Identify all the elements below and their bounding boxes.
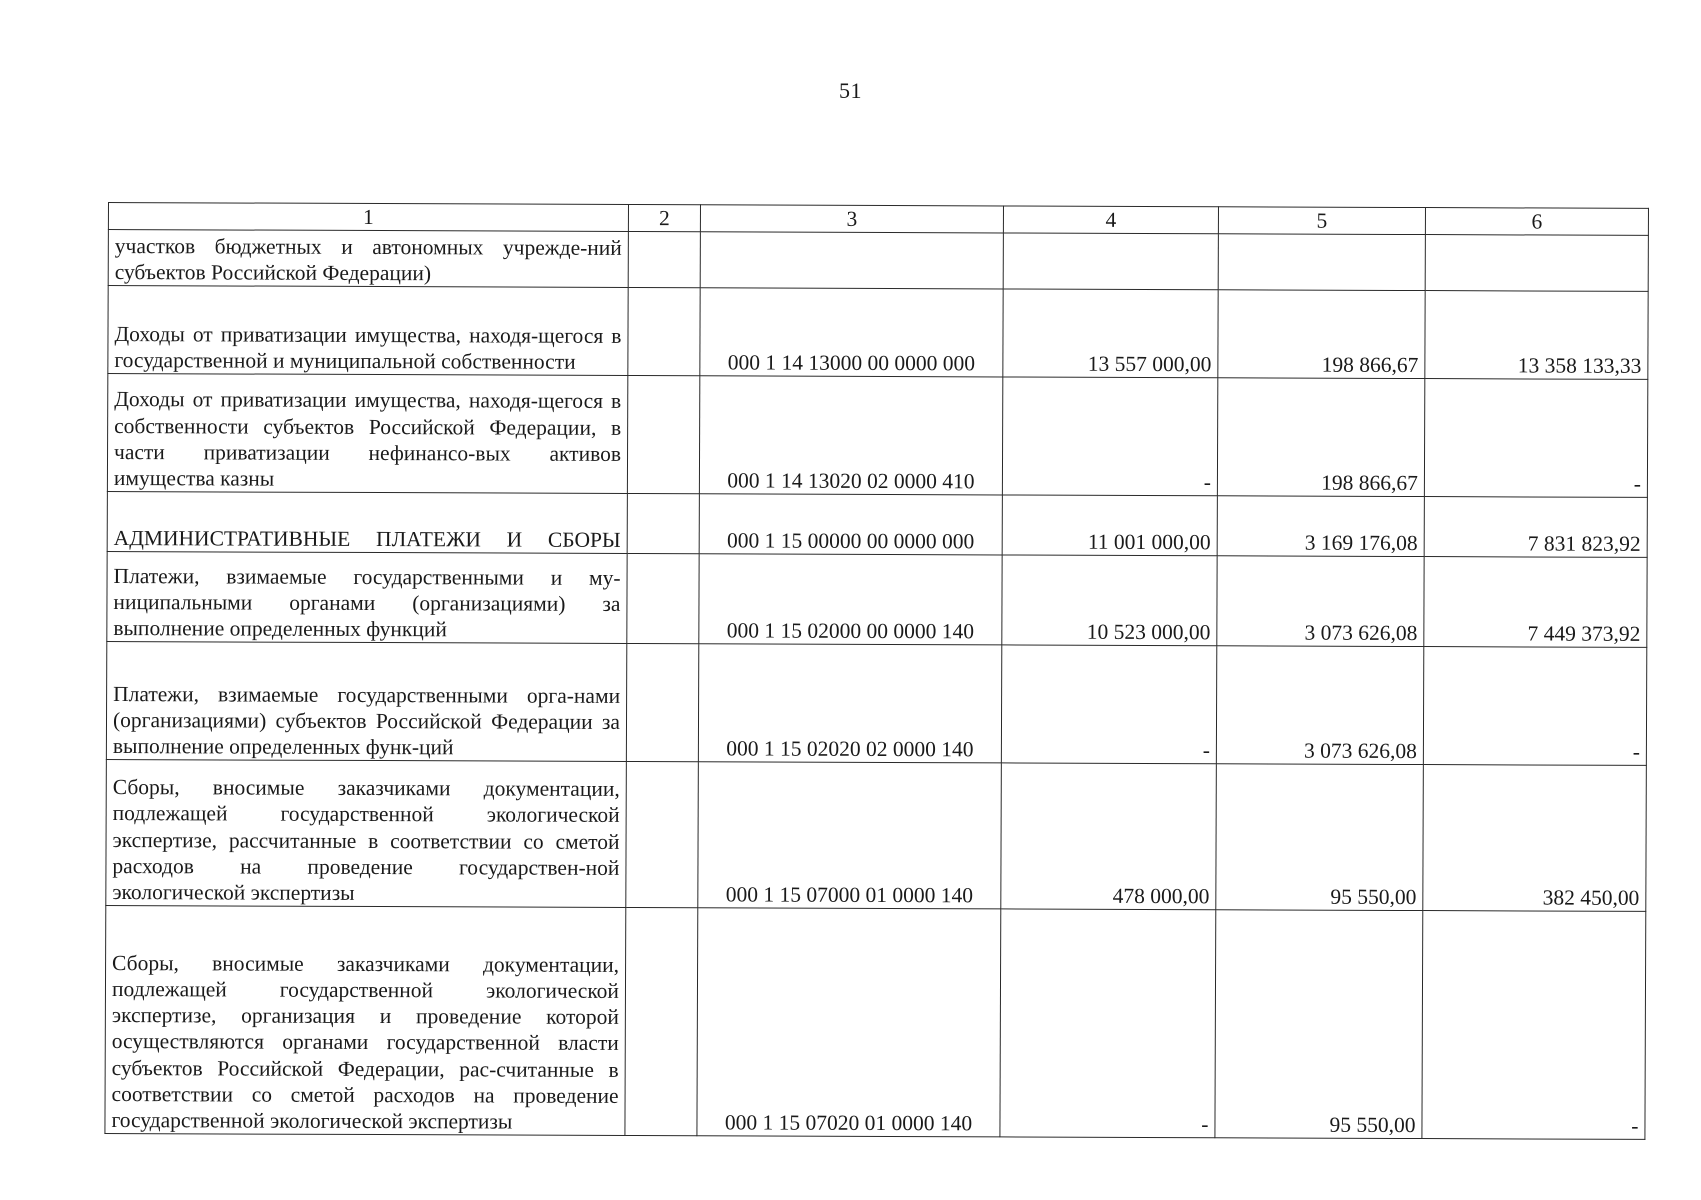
column-6-value: - xyxy=(1424,379,1647,498)
column-5-value: 95 550,00 xyxy=(1215,910,1423,1139)
column-6-value: - xyxy=(1422,911,1646,1140)
table-row xyxy=(107,552,1647,648)
column-2-cell xyxy=(628,288,700,376)
budget-code-cell: 000 1 15 07020 01 0000 140 xyxy=(697,908,1001,1137)
revenue-name-cell: Сборы, вносимые заказчиками документации, подлежащей государственной экологической экспертизе, организация и проведение которой осуществляются органами государственной власти субъектов Российской Федерации, рас-считанные в соответствии со сметой расходов на проведение государственной экологической экспертизы xyxy=(105,906,626,1136)
column-5-value: 3 169 176,08 xyxy=(1217,496,1424,557)
revenue-table-sheet xyxy=(104,202,1648,1140)
budget-code-cell: 000 1 14 13020 02 0000 410 xyxy=(699,376,1002,495)
revenue-name-cell: Платежи, взимаемые государственными и му-ниципальными органами (организациями) за выполнение определенных функций xyxy=(107,552,627,644)
column-4-value: 13 557 000,00 xyxy=(1003,289,1218,378)
column-6-value: - xyxy=(1423,647,1646,766)
revenue-name-cell: Сборы, вносимые заказчиками документации, подлежащей государственной экологической экспертизе, рассчитанные в соответствии со сметой расходов на проведение государствен-ной экологической экспертизы xyxy=(106,760,627,908)
table-row xyxy=(105,906,1646,1140)
column-6-value: 7 449 373,92 xyxy=(1424,557,1647,648)
revenue-name-cell: Доходы от приватизации имущества, находя-щегося в собственности субъектов Российской Федерации, в части приватизации нефинансо-вых активов имущества казны xyxy=(107,374,627,494)
revenue-table xyxy=(104,202,1649,1140)
budget-code-cell: 000 1 14 13000 00 0000 000 xyxy=(700,288,1003,377)
budget-code-cell: 000 1 15 02000 00 0000 140 xyxy=(699,554,1002,645)
column-5-value: 3 073 626,08 xyxy=(1217,556,1424,647)
column-2-cell xyxy=(628,232,700,288)
budget-code-cell: 000 1 15 02020 02 0000 140 xyxy=(698,644,1001,763)
column-header-1: 1 xyxy=(108,203,628,232)
column-2-cell xyxy=(625,908,698,1136)
revenue-name-cell: АДМИНИСТРАТИВНЫЕ ПЛАТЕЖИ И СБОРЫ xyxy=(107,492,627,554)
table-row xyxy=(107,374,1647,498)
table-row xyxy=(108,286,1648,380)
column-4-value: - xyxy=(1000,909,1216,1138)
column-4-value: 10 523 000,00 xyxy=(1002,555,1217,646)
table-row xyxy=(106,642,1646,766)
column-2-cell xyxy=(626,762,699,908)
column-6-value: 7 831 823,92 xyxy=(1424,497,1647,558)
table-row xyxy=(107,492,1647,558)
budget-code-cell: 000 1 15 07000 01 0000 140 xyxy=(698,762,1002,909)
column-4-value: 478 000,00 xyxy=(1001,763,1217,910)
column-5-value: 95 550,00 xyxy=(1216,764,1424,911)
column-5-value: 3 073 626,08 xyxy=(1216,646,1423,765)
column-header-4: 4 xyxy=(1003,206,1218,234)
column-4-value: - xyxy=(1001,645,1216,764)
column-header-5: 5 xyxy=(1218,207,1425,235)
column-4-value: - xyxy=(1002,377,1217,496)
column-6-value: 13 358 133,33 xyxy=(1425,291,1648,380)
column-5-value: 198 866,67 xyxy=(1217,378,1424,497)
column-5-value xyxy=(1218,234,1425,291)
revenue-name-cell: Доходы от приватизации имущества, находя-щегося в государственной и муниципальной собственности xyxy=(108,286,628,376)
column-5-value: 198 866,67 xyxy=(1218,290,1425,379)
table-row xyxy=(108,230,1648,292)
page-number: 51 xyxy=(839,78,862,103)
column-2-cell xyxy=(627,494,699,554)
budget-code-cell xyxy=(700,232,1003,289)
revenue-name-cell: участков бюджетных и автономных учрежде-ний субъектов Российской Федерации) xyxy=(108,230,628,288)
column-6-value xyxy=(1425,235,1648,292)
budget-code-cell: 000 1 15 00000 00 0000 000 xyxy=(699,494,1002,555)
column-header-3: 3 xyxy=(700,205,1003,233)
column-header-6: 6 xyxy=(1425,208,1648,236)
column-header-2: 2 xyxy=(628,204,700,231)
column-2-cell xyxy=(627,376,699,494)
column-2-cell xyxy=(627,554,699,644)
revenue-name-cell: Платежи, взимаемые государственными орга-нами (организациями) субъектов Российской Федерации за выполнение определенных функ-ций xyxy=(106,642,626,762)
table-row xyxy=(106,760,1647,912)
column-6-value: 382 450,00 xyxy=(1423,765,1647,912)
column-4-value: 11 001 000,00 xyxy=(1002,495,1217,556)
column-2-cell xyxy=(626,644,698,762)
column-4-value xyxy=(1003,233,1218,290)
